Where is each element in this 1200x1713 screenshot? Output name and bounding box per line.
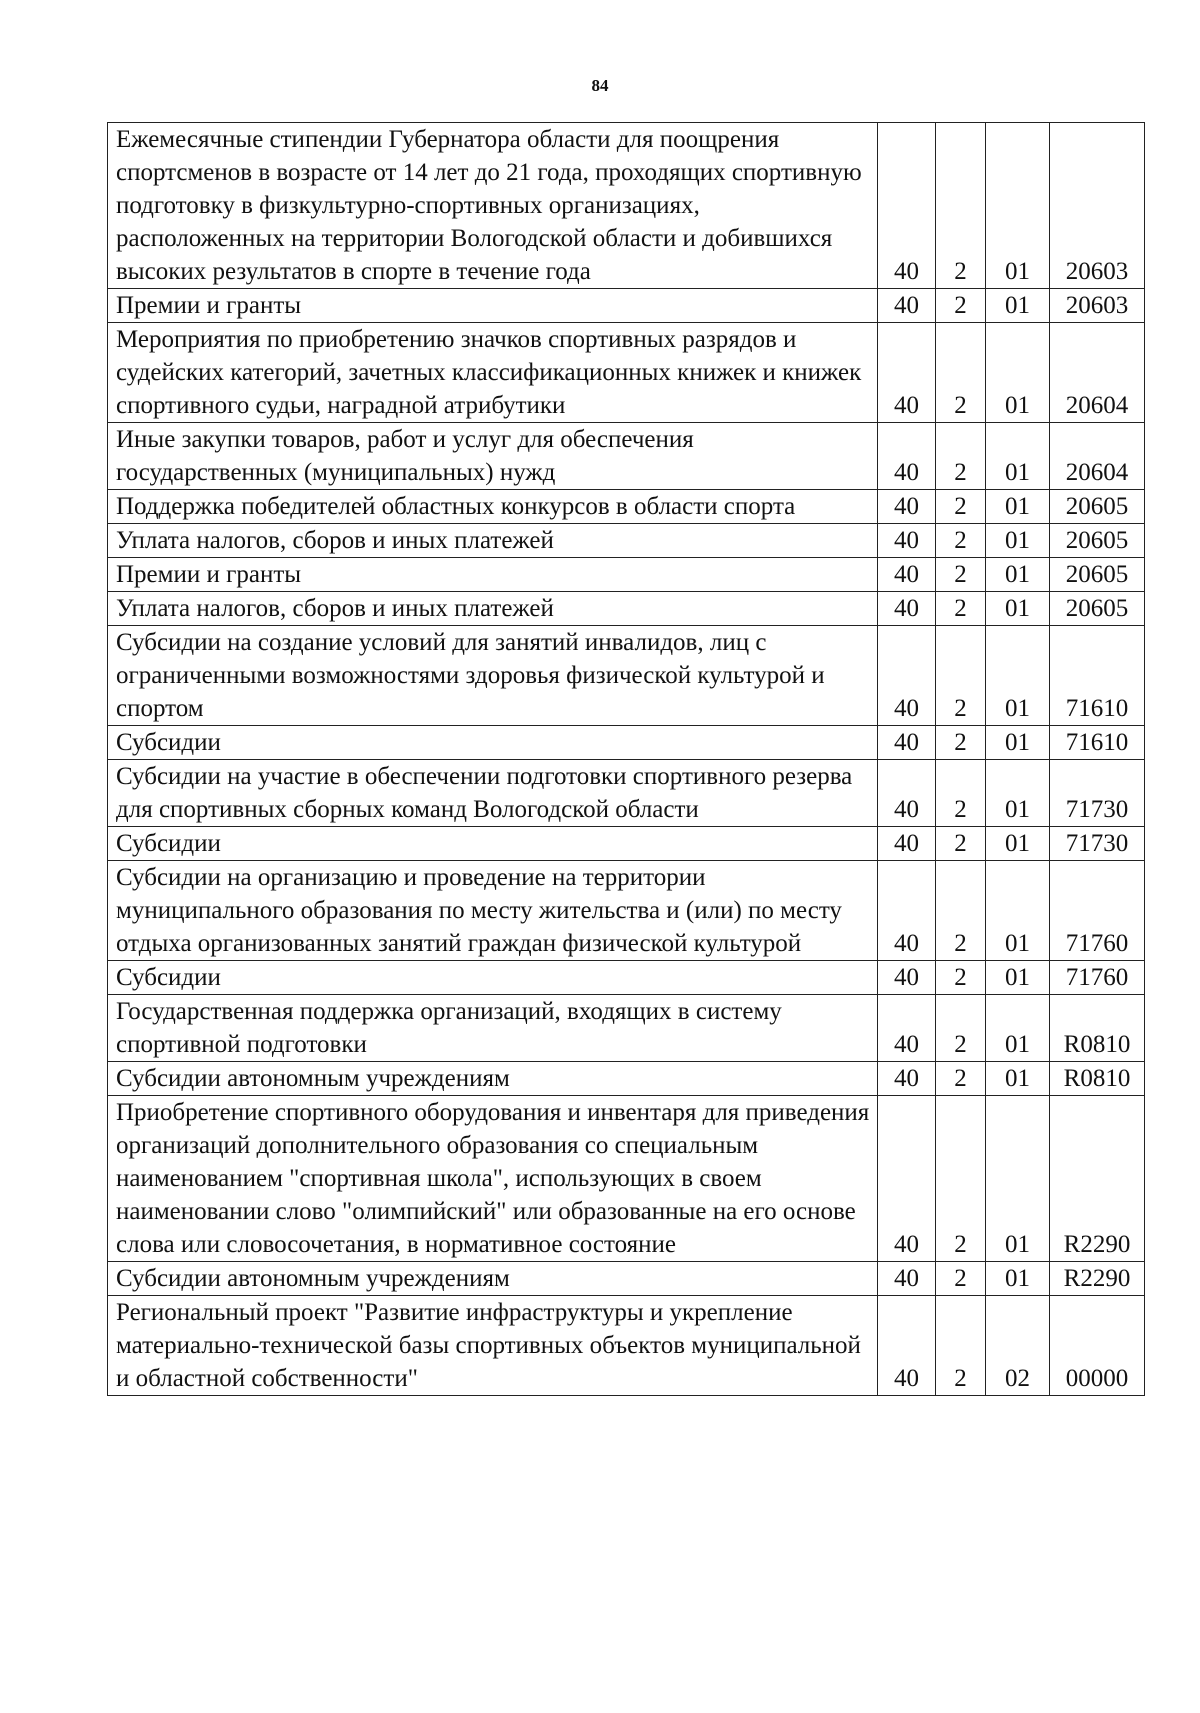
code-cell-4: 71610 (1050, 726, 1145, 760)
code-cell-4: 71760 (1050, 961, 1145, 995)
code-cell-3: 01 (986, 123, 1050, 289)
code-cell-4: 71760 (1050, 861, 1145, 961)
code-cell-3: 01 (986, 961, 1050, 995)
code-cell-2: 2 (936, 995, 986, 1062)
code-cell-1: 40 (878, 490, 936, 524)
code-cell-4: R0810 (1050, 1062, 1145, 1096)
row-name-cell: Приобретение спортивного оборудования и инвентаря для приведения организаций дополнительного образования со специальным наименованием "спортивная школа", использующих в своем наименовании слово "олимпийский" или образованные на его основе слова или словосочетания, в нормативное состояние (108, 1096, 878, 1262)
row-name-cell: Уплата налогов, сборов и иных платежей (108, 524, 878, 558)
code-cell-1: 40 (878, 961, 936, 995)
table-row (108, 626, 1145, 726)
code-cell-2: 2 (936, 961, 986, 995)
table-row (108, 289, 1145, 323)
code-cell-4: 00000 (1050, 1296, 1145, 1396)
code-cell-1: 40 (878, 524, 936, 558)
code-cell-4: 20605 (1050, 524, 1145, 558)
code-cell-4: 20605 (1050, 558, 1145, 592)
code-cell-2: 2 (936, 626, 986, 726)
code-cell-4: 20603 (1050, 289, 1145, 323)
code-cell-1: 40 (878, 558, 936, 592)
code-cell-3: 01 (986, 323, 1050, 423)
code-cell-2: 2 (936, 423, 986, 490)
code-cell-4: R0810 (1050, 995, 1145, 1062)
table-row (108, 1262, 1145, 1296)
code-cell-1: 40 (878, 289, 936, 323)
code-cell-4: 20604 (1050, 423, 1145, 490)
row-name-cell: Уплата налогов, сборов и иных платежей (108, 592, 878, 626)
table-row (108, 1296, 1145, 1396)
code-cell-3: 01 (986, 827, 1050, 861)
code-cell-2: 2 (936, 558, 986, 592)
code-cell-3: 02 (986, 1296, 1050, 1396)
row-name-cell: Субсидии автономным учреждениям (108, 1262, 878, 1296)
table-row (108, 123, 1145, 289)
code-cell-2: 2 (936, 827, 986, 861)
code-cell-1: 40 (878, 592, 936, 626)
row-name-cell: Субсидии на создание условий для занятий инвалидов, лиц с ограниченными возможностями здоровья физической культурой и спортом (108, 626, 878, 726)
table-row (108, 861, 1145, 961)
code-cell-3: 01 (986, 1096, 1050, 1262)
code-cell-4: 20603 (1050, 123, 1145, 289)
code-cell-1: 40 (878, 423, 936, 490)
budget-classification-table (107, 122, 1145, 1396)
code-cell-1: 40 (878, 1296, 936, 1396)
code-cell-2: 2 (936, 592, 986, 626)
table-row (108, 592, 1145, 626)
code-cell-3: 01 (986, 626, 1050, 726)
code-cell-3: 01 (986, 726, 1050, 760)
code-cell-3: 01 (986, 1262, 1050, 1296)
code-cell-4: 71730 (1050, 760, 1145, 827)
row-name-cell: Мероприятия по приобретению значков спортивных разрядов и судейских категорий, зачетных классификационных книжек и книжек спортивного судьи, наградной атрибутики (108, 323, 878, 423)
code-cell-2: 2 (936, 490, 986, 524)
code-cell-3: 01 (986, 995, 1050, 1062)
code-cell-2: 2 (936, 123, 986, 289)
code-cell-3: 01 (986, 289, 1050, 323)
table-row (108, 490, 1145, 524)
row-name-cell: Премии и гранты (108, 289, 878, 323)
table-row (108, 323, 1145, 423)
row-name-cell: Субсидии (108, 726, 878, 760)
row-name-cell: Субсидии (108, 961, 878, 995)
code-cell-2: 2 (936, 861, 986, 961)
code-cell-1: 40 (878, 626, 936, 726)
table-row (108, 524, 1145, 558)
code-cell-2: 2 (936, 726, 986, 760)
table-row (108, 961, 1145, 995)
table-row (108, 726, 1145, 760)
code-cell-1: 40 (878, 1096, 936, 1262)
table-row (108, 1096, 1145, 1262)
code-cell-4: 20604 (1050, 323, 1145, 423)
code-cell-1: 40 (878, 123, 936, 289)
code-cell-2: 2 (936, 1096, 986, 1262)
row-name-cell: Ежемесячные стипендии Губернатора области для поощрения спортсменов в возрасте от 14 лет до 21 года, проходящих спортивную подготовку в физкультурно-спортивных организациях, расположенных на территории Вологодской области и добившихся высоких результатов в спорте в течение года (108, 123, 878, 289)
code-cell-3: 01 (986, 760, 1050, 827)
table-body (108, 123, 1145, 1396)
code-cell-2: 2 (936, 1062, 986, 1096)
row-name-cell: Субсидии на организацию и проведение на территории муниципального образования по месту жительства и (или) по месту отдыха организованных занятий граждан физической культурой (108, 861, 878, 961)
code-cell-1: 40 (878, 760, 936, 827)
table-row (108, 558, 1145, 592)
code-cell-1: 40 (878, 1062, 936, 1096)
code-cell-3: 01 (986, 592, 1050, 626)
code-cell-2: 2 (936, 1262, 986, 1296)
code-cell-4: R2290 (1050, 1096, 1145, 1262)
code-cell-1: 40 (878, 726, 936, 760)
code-cell-3: 01 (986, 1062, 1050, 1096)
row-name-cell: Субсидии автономным учреждениям (108, 1062, 878, 1096)
page-number: 84 (591, 76, 609, 95)
row-name-cell: Поддержка победителей областных конкурсов в области спорта (108, 490, 878, 524)
code-cell-2: 2 (936, 760, 986, 827)
code-cell-3: 01 (986, 861, 1050, 961)
code-cell-1: 40 (878, 861, 936, 961)
code-cell-3: 01 (986, 558, 1050, 592)
code-cell-2: 2 (936, 289, 986, 323)
code-cell-4: 20605 (1050, 490, 1145, 524)
code-cell-2: 2 (936, 323, 986, 423)
row-name-cell: Субсидии на участие в обеспечении подготовки спортивного резерва для спортивных сборных команд Вологодской области (108, 760, 878, 827)
code-cell-2: 2 (936, 1296, 986, 1396)
code-cell-1: 40 (878, 323, 936, 423)
code-cell-1: 40 (878, 995, 936, 1062)
code-cell-3: 01 (986, 490, 1050, 524)
code-cell-3: 01 (986, 524, 1050, 558)
table-row (108, 995, 1145, 1062)
code-cell-1: 40 (878, 827, 936, 861)
code-cell-4: 20605 (1050, 592, 1145, 626)
code-cell-4: 71730 (1050, 827, 1145, 861)
code-cell-4: R2290 (1050, 1262, 1145, 1296)
row-name-cell: Иные закупки товаров, работ и услуг для обеспечения государственных (муниципальных) нужд (108, 423, 878, 490)
table-row (108, 423, 1145, 490)
row-name-cell: Региональный проект "Развитие инфраструктуры и укрепление материально-технической базы спортивных объектов муниципальной и областной собственности" (108, 1296, 878, 1396)
row-name-cell: Субсидии (108, 827, 878, 861)
code-cell-2: 2 (936, 524, 986, 558)
row-name-cell: Премии и гранты (108, 558, 878, 592)
table-row (108, 827, 1145, 861)
table-row (108, 1062, 1145, 1096)
code-cell-3: 01 (986, 423, 1050, 490)
code-cell-1: 40 (878, 1262, 936, 1296)
row-name-cell: Государственная поддержка организаций, входящих в систему спортивной подготовки (108, 995, 878, 1062)
code-cell-4: 71610 (1050, 626, 1145, 726)
table-row (108, 760, 1145, 827)
